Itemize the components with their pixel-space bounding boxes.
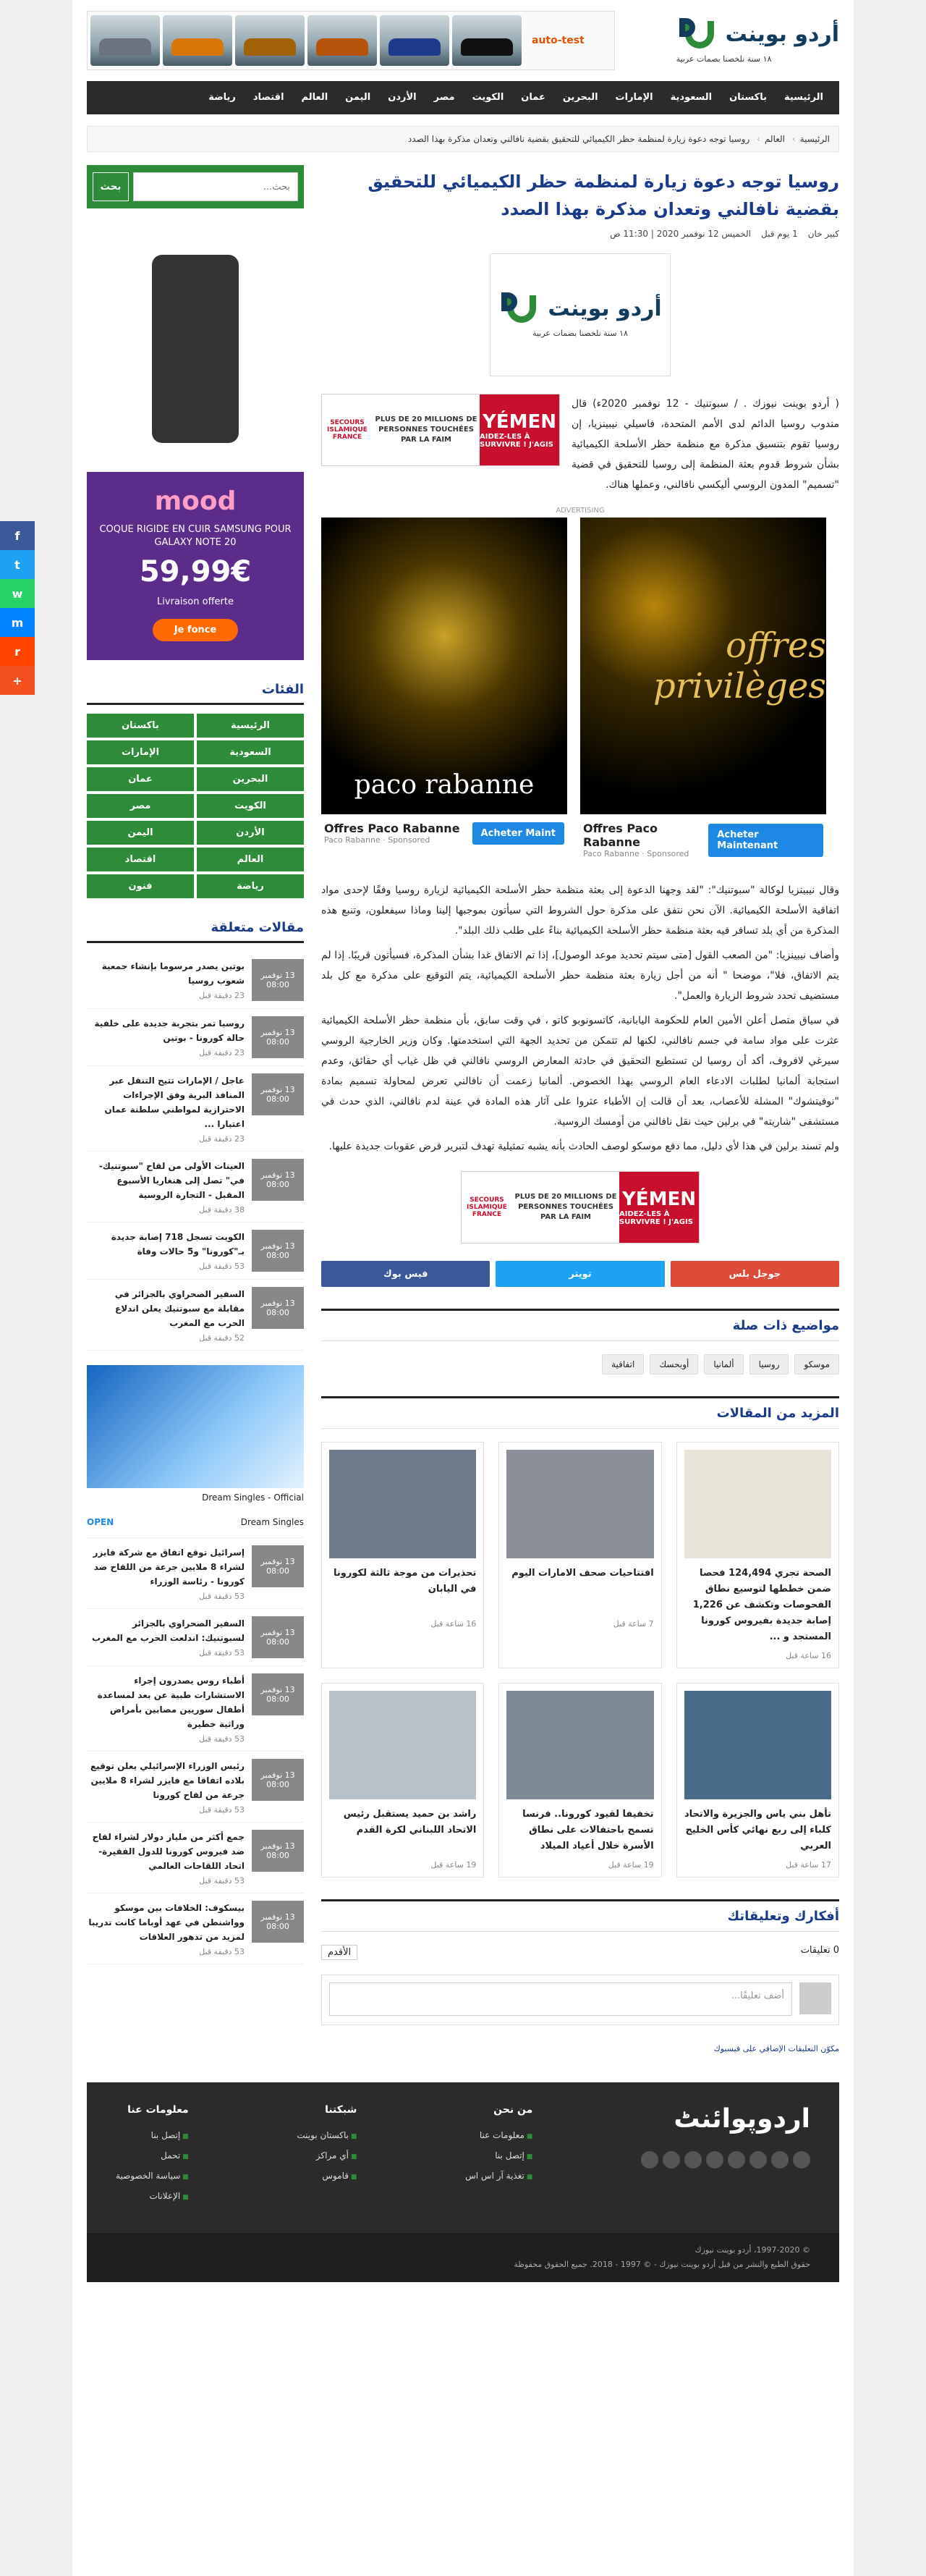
page (11, 0, 854, 2576)
ad-cta-button[interactable]: Je fonce (153, 619, 239, 641)
ad-car-image (452, 15, 522, 66)
related-hour: 08:00 (266, 1251, 289, 1260)
footer-link[interactable]: ■ سياسة الخصوصية (116, 2171, 189, 2181)
category-link[interactable]: العالم (197, 848, 304, 871)
dating-ad-title[interactable]: Dream Singles - Official (202, 1492, 304, 1503)
nav-item[interactable]: اقتصاد (252, 92, 284, 103)
ad-shipping: Livraison offerte (157, 596, 234, 607)
breadcrumb-home[interactable]: الرئيسية (799, 134, 830, 144)
related-date: 13 نوفمبر (260, 1912, 295, 1922)
footer-col-title: من نحن (493, 2104, 533, 2116)
related-article[interactable] (87, 1823, 304, 1893)
promo-carousel (321, 518, 839, 866)
ad-car-image (90, 15, 160, 66)
sidebar-ad[interactable] (87, 226, 304, 660)
category-link[interactable]: البحرين (197, 767, 304, 791)
copyright (87, 2233, 839, 2282)
tag-link[interactable]: أوبحسك (650, 1354, 698, 1374)
article-image (490, 253, 671, 376)
article-card[interactable] (676, 1442, 839, 1668)
footer-link[interactable]: ■ باكستان بوينت (297, 2130, 357, 2140)
breadcrumb: الرئيسية› العالم› روسيا توجه دعوة زيارة لمنظمة حظر الكيميائي للتحقيق بقضية نافالني وتعدان مذكرة بهذا الصدد (87, 126, 839, 152)
related-time: 23 دقيقة قبل (199, 1048, 245, 1057)
related-time: 53 دقيقة قبل (199, 1876, 245, 1885)
article-card[interactable] (321, 1442, 484, 1668)
messenger-share-icon[interactable]: m (0, 608, 35, 637)
ad-message: PLUS DE 20 MILLIONS DE PERSONNES TOUCHÉES PAR LA FAIM (514, 1193, 617, 1221)
footer-col-3 (116, 2104, 189, 2211)
related-title[interactable]: روسيا تمر بتجربة جديدة على خلفية حالة كورونا - بوتين (94, 1018, 245, 1043)
promo-footer (580, 814, 826, 866)
pinterest-icon[interactable] (663, 2151, 680, 2169)
article-paragraph: وقال نيبينزيا لوكالة "سبوتنيك": "لقد وجهنا الدعوة إلى بعثة منظمة حظر الأسلحة الكيميائية لزيارة روسيا وفقًا لإحدى مواد اتفاقية الأسلحة الكيميائية. الآن نحن نتفق على مذكرة حول الشروط التي سيأتون بموجبها إلينا وماذا سيفعلون، وتنبع هذه المذكرة من أي بلد تسافر فيه بعثة منظمة حظر الأسلحة الكيميائية بناءً على طلب ذلك البلد". (321, 884, 839, 937)
related-title[interactable]: السفير الصحراوي بالجزائر في مقابلة مع سبوتنيك يعلن اندلاع الحرب مع المغرب (114, 1289, 245, 1328)
related-article[interactable] (87, 1538, 304, 1609)
ad-country: YÉMEN (622, 1188, 696, 1210)
related-date: 13 نوفمبر (260, 1170, 295, 1180)
category-link[interactable]: السعودية (197, 740, 304, 764)
related-date-badge (252, 1759, 304, 1801)
ad-text: COQUE RIGIDE EN CUIR SAMSUNG POUR GALAXY NOTE 20 (99, 524, 292, 548)
related-article[interactable] (87, 952, 304, 1009)
related-hour: 08:00 (266, 1566, 289, 1576)
related-time: 53 دقيقة قبل (199, 1805, 245, 1815)
top-banner-ad[interactable] (87, 11, 615, 70)
category-grid (87, 714, 304, 898)
article-card-image[interactable] (506, 1691, 653, 1799)
google-plus-share-button[interactable]: جوجل بلس (671, 1261, 839, 1287)
category-link[interactable]: الإمارات (87, 740, 194, 764)
article-paragraph: ولم تسند برلين في هذا لأي دليل، مما دفع موسكو لوصف الحادث بأنه يشبه تمثيلية تهدف لتبرير فرض عقوبات جديدة عليها. (328, 1141, 839, 1152)
tag-list (321, 1354, 839, 1374)
tag-link[interactable]: روسيا (749, 1354, 789, 1374)
comment-box (321, 1975, 839, 2025)
related-time: 53 دقيقة قبل (199, 1734, 245, 1744)
footer-col-title: شبكتنا (325, 2104, 357, 2116)
related-title[interactable]: العينات الأولى من لقاح "سبوتنيك-في" تصل إلى هنغاريا الأسبوع المقبل - التجارة الروسية (98, 1161, 245, 1200)
sidebar (87, 165, 304, 2053)
footer-link[interactable]: ■ قاموس (297, 2171, 357, 2181)
search-box (87, 165, 304, 208)
logo-mark-icon (498, 292, 542, 326)
tag-link[interactable]: اتفاقية (602, 1354, 644, 1374)
article-card-image[interactable] (684, 1450, 831, 1558)
share-buttons (321, 1261, 839, 1287)
related-date: 13 نوفمبر (260, 1298, 295, 1308)
time-ago: 1 يوم قبل (761, 229, 798, 239)
related-hour: 08:00 (266, 1780, 289, 1789)
nav-item[interactable]: الأردن (388, 92, 417, 103)
related-article[interactable] (87, 1222, 304, 1280)
related-date-badge (252, 1016, 304, 1058)
footer-link[interactable]: ■ أي مراكز (297, 2150, 357, 2161)
promo-text (324, 822, 460, 845)
related-article[interactable] (87, 1752, 304, 1823)
related-title[interactable]: الكويت تسجل 718 إصابة جديدة بـ"كورونا" و5 حالات وفاة (111, 1232, 245, 1257)
fb-comments-plugin-link[interactable]: مكوّن التعليقات الإضافي على فيسبوك (713, 2044, 839, 2053)
footer-col-title: معلومات عنا (127, 2104, 189, 2116)
article-card[interactable] (676, 1683, 839, 1878)
main-nav (87, 81, 839, 114)
related-body (87, 1759, 245, 1815)
related-body (87, 1545, 245, 1601)
google-icon[interactable] (749, 2151, 767, 2169)
related-body (87, 1016, 245, 1058)
promo-title: Offres Paco Rabanne (324, 822, 460, 835)
ad-cta: AIDEZ-LES À SURVIVRE ! J'AGIS (619, 1210, 693, 1226)
related-hour: 08:00 (266, 1694, 289, 1704)
related-article[interactable] (87, 1666, 304, 1752)
whatsapp-share-icon[interactable]: w (0, 579, 35, 608)
related-body (87, 1073, 245, 1144)
ad-car-image (307, 15, 377, 66)
related-date-badge (252, 1287, 304, 1329)
footer-link[interactable]: ■ تحمل (116, 2150, 189, 2161)
dating-ad-bar (87, 1507, 304, 1538)
article-paragraph: ( أردو بوينت نيوزك . / سبوتنيك - 12 نوفمبر 2020ء) قال مندوب روسيا الدائم لدى الأمم المتحدة، فاسيلي نيبينزيا، إن روسيا تقوم بتنسيق مذكرة مع منظمة حظر الأسلحة الكيميائية بشأن شروط قدوم بعثة المنظمة إلى روسيا للتحقيق في قضية "تسميم" المدون الروسي أليكسي نافالني، وعملها هناك. (572, 398, 840, 491)
logo-text: أردو بوينت (725, 22, 839, 47)
twitter-icon[interactable] (771, 2151, 789, 2169)
related-date-badge (252, 1616, 304, 1658)
ad-org: SECOURS ISLAMIQUE FRANCE (467, 1196, 507, 1218)
promo-card[interactable] (580, 518, 826, 866)
related-time: 53 دقيقة قبل (199, 1648, 245, 1657)
comments-header (321, 1945, 839, 1960)
category-link[interactable]: مصر (87, 794, 194, 818)
category-link[interactable]: اليمن (87, 821, 194, 845)
related-time: 38 دقيقة قبل (199, 1205, 245, 1215)
search-input[interactable] (133, 172, 298, 201)
related-hour: 08:00 (266, 980, 289, 989)
category-link[interactable]: باكستان (87, 714, 194, 738)
article-card-title[interactable]: تأهل بني ياس والجزيرة والاتحاد كلباء إلى ربع نهائي كأس الخليج العربي (684, 1809, 831, 1851)
footer (87, 2082, 839, 2233)
related-title[interactable]: إسرائيل توقع اتفاق مع شركة فايزر لشراء 8 ملايين جرعة من اللقاح ضد كورونا - رئاسة الوزراء (93, 1547, 245, 1587)
promo-title: Offres Paco Rabanne (583, 822, 658, 849)
promo-sponsor: Paco Rabanne · Sponsored (583, 849, 689, 858)
footer-col-1 (465, 2104, 532, 2211)
article-title: روسيا توجه دعوة زيارة لمنظمة حظر الكيميائي للتحقيق بقضية نافالني وتعدان مذكرة بهذا الصدد (368, 172, 839, 219)
article-card[interactable] (321, 1683, 484, 1878)
more-articles-grid (321, 1442, 839, 1878)
category-link[interactable]: رياضة (197, 874, 304, 898)
related-article[interactable] (87, 1893, 304, 1964)
ad-car-image (235, 15, 305, 66)
site-logo[interactable] (676, 18, 839, 64)
nav-item[interactable]: الرئيسية (783, 92, 823, 103)
related-date: 13 نوفمبر (260, 1241, 295, 1251)
related-time: 23 دقيقة قبل (199, 991, 245, 1000)
related-hour: 08:00 (266, 1637, 289, 1647)
comment-input[interactable]: أضف تعليقًا... (329, 1982, 792, 2016)
related-hour: 08:00 (266, 1308, 289, 1317)
related-article[interactable] (87, 1280, 304, 1351)
article-paragraph: وأضاف نيبينزيا: "من الصعب القول [متى سيتم تحديد موعد الوصول]، إذا تم الاتفاق غدا بشأن المذكرة، فسيأتون قريبًا. إذا لم يتم الاتفاق، فلا"، موضحا " أنه من أجل زيارة بعثة منظمة حظر الأسلحة الكيميائية، يتم التوقيع على مذكرة مع كل بلد مستضيف تحدد شروط الزيارة والعمل". (321, 950, 839, 1002)
related-article[interactable] (87, 1009, 304, 1066)
nav-item[interactable]: باكستان (729, 92, 767, 103)
nav-item[interactable]: السعودية (670, 92, 713, 103)
related-title[interactable]: السفير الصحراوي بالجزائر لسبوتنيك: اندلعت الحرب مع المغرب (91, 1618, 245, 1643)
related-date: 13 نوفمبر (260, 1685, 295, 1694)
article-card-image[interactable] (684, 1691, 831, 1799)
footer-link[interactable]: ■ تغذية آر اس اس (465, 2171, 532, 2181)
related-date: 13 نوفمبر (260, 1841, 295, 1851)
top-header (72, 0, 854, 81)
promo-card[interactable] (321, 518, 567, 866)
ad-brand: mood (154, 486, 237, 516)
article-card-image[interactable] (329, 1691, 476, 1799)
nav-item[interactable]: مصر (433, 92, 455, 103)
dating-brand: Dream Singles (240, 1517, 304, 1527)
related-title[interactable]: عاجل / الإمارات تتيح التنقل عبر المنافذ البرية وفق الإجراءات الاحترازية لمواطني سلطنة عمان اعتبارا ... (104, 1076, 245, 1129)
ad-message: PLUS DE 20 MILLIONS DE PERSONNES TOUCHÉES PAR LA FAIM (375, 415, 477, 444)
related-date-badge (252, 1545, 304, 1587)
facebook-share-icon[interactable]: f (0, 521, 35, 550)
promo-text (583, 822, 708, 858)
logo-subtitle: ١٨ سنة نلخصنا بصمات عربية (532, 328, 628, 338)
promo-footer (321, 814, 567, 852)
article-card-time: 16 ساعة قبل (430, 1619, 477, 1629)
related-time: 23 دقيقة قبل (199, 1134, 245, 1144)
category-link[interactable]: عمان (87, 767, 194, 791)
related-date-badge (252, 1230, 304, 1272)
footer-about (641, 2104, 810, 2211)
logo-subtitle: ١٨ سنة نلخصنا بصمات عربية (676, 54, 772, 64)
related-hour: 08:00 (266, 1094, 289, 1104)
related-hour: 08:00 (266, 1922, 289, 1931)
related-hour: 08:00 (266, 1180, 289, 1189)
yemen-ad[interactable] (321, 394, 560, 466)
related-date: 13 نوفمبر (260, 1628, 295, 1637)
nav-item[interactable]: العالم (301, 92, 328, 103)
tag-link[interactable]: ألمانيا (704, 1354, 743, 1374)
related-articles-list (87, 952, 304, 1351)
related-time: 53 دقيقة قبل (199, 1592, 245, 1601)
related-date: 13 نوفمبر (260, 1028, 295, 1037)
related-title[interactable]: بوتين يصدر مرسوما بإنشاء جمعية شعوب روسيا (101, 961, 245, 986)
linkedin-icon[interactable] (706, 2151, 723, 2169)
related-body (87, 1673, 245, 1744)
breadcrumb-current: روسيا توجه دعوة زيارة لمنظمة حظر الكيميائي للتحقيق بقضية نافالني وتعدان مذكرة بهذا الصدد (407, 134, 750, 144)
article-card[interactable] (498, 1442, 661, 1668)
related-date: 13 نوفمبر (260, 1770, 295, 1780)
floating-share-bar (0, 521, 35, 695)
ad-brand: auto-test (532, 35, 585, 46)
article-card[interactable] (498, 1683, 661, 1878)
comments-count: 0 تعليقات (800, 1945, 839, 1956)
related-date-badge (252, 1901, 304, 1943)
related-date-badge (252, 1073, 304, 1115)
nav-item[interactable]: عمان (521, 92, 545, 103)
logo-mark-icon (676, 18, 720, 51)
footer-link[interactable]: ■ معلومات عنا (465, 2130, 532, 2140)
avatar (799, 1982, 831, 2014)
related-title[interactable]: أطباء روس يصدرون إجراء الاستشارات طبية عن بعد لمساعدة أطفال سوريين مصابين بأمراض وراثية خطيرة (97, 1676, 245, 1729)
related-date-badge (252, 1830, 304, 1872)
related-body (87, 1616, 245, 1658)
article-meta (321, 229, 839, 239)
related-article[interactable] (87, 1609, 304, 1666)
article-card-time: 17 ساعة قبل (786, 1860, 831, 1870)
promo-image[interactable]: paco rabanne (321, 518, 567, 814)
twitter-share-button[interactable]: تويتر (496, 1261, 664, 1287)
article-card-time: 7 ساعة قبل (613, 1619, 654, 1629)
related-date-badge (252, 1673, 304, 1715)
related-body (87, 1830, 245, 1885)
author-name[interactable]: كبير خان (807, 229, 839, 239)
nav-item[interactable]: اليمن (345, 92, 371, 103)
youtube-icon[interactable] (728, 2151, 745, 2169)
promo-image[interactable]: offres privilèges (580, 518, 826, 814)
related-article[interactable] (87, 1066, 304, 1152)
footer-col-2 (297, 2104, 357, 2211)
breadcrumb-section[interactable]: العالم (764, 134, 786, 144)
category-link[interactable]: اقتصاد (87, 848, 194, 871)
related-hour: 08:00 (266, 1851, 289, 1860)
logo-text: أردو بوينت (548, 296, 662, 321)
comments-sort-select[interactable]: الأقدم (321, 1945, 357, 1960)
article-card-title[interactable]: تخفيفا لقيود كورونا.. فرنسا تسمح باحتفالات على نطاق الأسرة خلال أعياد الميلاد (522, 1809, 654, 1851)
instagram-icon[interactable] (684, 2151, 702, 2169)
dating-open-button[interactable]: OPEN (87, 1517, 114, 1527)
advertising-label: ADVERTISING (556, 507, 605, 515)
promo-sponsor: Paco Rabanne · Sponsored (324, 835, 430, 845)
article-card-image[interactable] (329, 1450, 476, 1558)
comments-title: أفكارك وتعليقاتك (321, 1899, 839, 1932)
rss-icon[interactable] (641, 2151, 658, 2169)
article-body (321, 394, 839, 1243)
tag-link[interactable]: موسكو (794, 1354, 839, 1374)
publish-date: الخميس 12 نوفمبر 2020 | 11:30 ص (610, 229, 752, 239)
ad-cta: AIDEZ-LES À SURVIVRE ! J'AGIS (480, 433, 553, 449)
footer-link[interactable]: ■ الإعلانات (116, 2191, 189, 2201)
related-body (87, 1287, 245, 1343)
category-link[interactable]: فنون (87, 874, 194, 898)
nav-item[interactable]: البحرين (562, 92, 598, 103)
promo-buy-button[interactable]: Acheter Maintenant (708, 824, 823, 857)
more-share-icon[interactable]: + (0, 666, 35, 695)
related-title[interactable]: جمع أكثر من مليار دولار لشراء لقاح ضد فيروس كورونا للدول الفقيرة- اتحاد اللقاحات العالمي (92, 1832, 245, 1871)
facebook-share-button[interactable]: فيس بوك (321, 1261, 490, 1287)
footer-link[interactable]: ■ إتصل بنا (465, 2150, 532, 2161)
ad-country: YÉMEN (483, 411, 556, 433)
related-title[interactable]: بيسكوف: الخلافات بين موسكو وواشنطن في عهد أوباما كانت تدريبا لمزيد من تدهور العلاقات (88, 1903, 245, 1942)
article-paragraph: في سياق متصل أعلن الأمين العام للحكومة اليابانية، كاتسونوبو كاتو ، في وقت سابق، بأن منظمة حظر الأسلحة الكيميائية عثرت على مواد سامة في جسم نافالني، لكنها لم تتمكن من تحديد الجهة التي استخدمتها. وكان وزير الخارجية الروسي سيرغي لافروف، أكد أن روسيا لن تستطيع التحقيق في حادثة المعارض الروسي نافالني في ظل غياب أي حقائق، وعدم استجابة ألمانيا لطلبات الادعاء العام الروسي بهذا الخصوص. ألمانيا زعمت أن نافالني تعرض لمحاولة تسميم بمادة "نوفيتشوك" المشلة للأعصاب، بعد أن قالت إن الأطباء عثروا على آثار هذه المادة في عينة لدم نافالني، الذي حدث في مستشفى "شاريته" في برلين حيث نقل نافالني من أومسك الروسية. (321, 1015, 839, 1128)
category-link[interactable]: الرئيسية (197, 714, 304, 738)
twitter-share-icon[interactable]: t (0, 550, 35, 579)
article-card-time: 19 ساعة قبل (430, 1860, 477, 1870)
yemen-ad-bottom[interactable] (461, 1171, 700, 1243)
related-time: 53 دقيقة قبل (199, 1947, 245, 1956)
promo-buy-button[interactable]: Acheter Maint (472, 822, 564, 845)
related-time: 53 دقيقة قبل (199, 1262, 245, 1271)
facebook-icon[interactable] (793, 2151, 810, 2169)
article-card-time: 16 ساعة قبل (786, 1651, 831, 1660)
footer-link[interactable]: ■ إتصل بنا (116, 2130, 189, 2140)
ad-car-image (163, 15, 232, 66)
nav-item[interactable]: رياضة (208, 92, 236, 103)
main-column (321, 165, 839, 2053)
related-articles-list-2 (87, 1538, 304, 1964)
ad-org: SECOURS ISLAMIQUE FRANCE (327, 419, 368, 441)
related-body (87, 1159, 245, 1215)
related-articles-title: مقالات متعلقة (87, 920, 304, 943)
related-date-badge (252, 959, 304, 1001)
related-date: 13 نوفمبر (260, 1085, 295, 1094)
more-articles-title: المزيد من المقالات (321, 1396, 839, 1429)
related-time: 52 دقيقة قبل (199, 1333, 245, 1343)
nav-item[interactable]: الكويت (472, 92, 504, 103)
related-date: 13 نوفمبر (260, 971, 295, 980)
dating-ad-image[interactable] (87, 1365, 304, 1488)
related-hour: 08:00 (266, 1037, 289, 1047)
related-date: 13 نوفمبر (260, 1557, 295, 1566)
categories-title: الفئات (87, 682, 304, 705)
related-article[interactable] (87, 1152, 304, 1222)
footer-logo[interactable]: اردوپوائنٹ (674, 2104, 810, 2134)
article-card-image[interactable] (506, 1450, 653, 1558)
article-card-time: 19 ساعة قبل (608, 1860, 654, 1870)
related-date-badge (252, 1159, 304, 1201)
copyright-line: © 1997-2020، أردو بوينت نيوزك (694, 2245, 810, 2255)
related-body (87, 1230, 245, 1272)
article-card-title[interactable]: الصحة تجري 124,494 فحصا ضمن خططها لتوسيع نطاق الفحوصات وتكشف عن 1,226 إصابة جديدة بفيروس كورونا المستجد و ... (692, 1568, 831, 1642)
search-button[interactable]: بحث (93, 172, 129, 201)
article-card-title[interactable]: افتتاحيات صحف الامارات اليوم (511, 1568, 654, 1579)
related-title[interactable]: رئيس الوزراء الإسرائيلي يعلن توقيع بلاده اتفاقا مع فايزر لشراء 8 ملايين جرعة من لقاح كورونا (90, 1761, 245, 1800)
article-card-title[interactable]: تحذيرات من موجة ثالثة لكورونا في اليابان (334, 1568, 477, 1595)
ad-price: 59,99€ (139, 555, 252, 588)
reddit-share-icon[interactable]: r (0, 637, 35, 666)
category-link[interactable]: الأردن (197, 821, 304, 845)
related-body (87, 959, 245, 1001)
nav-item[interactable]: الإمارات (615, 92, 653, 103)
category-link[interactable]: الكويت (197, 794, 304, 818)
ad-car-image (380, 15, 449, 66)
ad-product-image (87, 226, 304, 472)
article-card-title[interactable]: راشد بن حميد يستقبل رئيس الاتحاد اللبناني لكرة القدم (343, 1809, 477, 1836)
footer-social-icons (641, 2151, 810, 2169)
related-topics-title: مواضيع ذات صلة (321, 1309, 839, 1341)
related-body (87, 1901, 245, 1956)
copyright-line: حقوق الطبع والنشر من قبل أردو بوينت نيوزك - © 1997 - 2018. جميع الحقوق محفوظة (514, 2260, 810, 2269)
